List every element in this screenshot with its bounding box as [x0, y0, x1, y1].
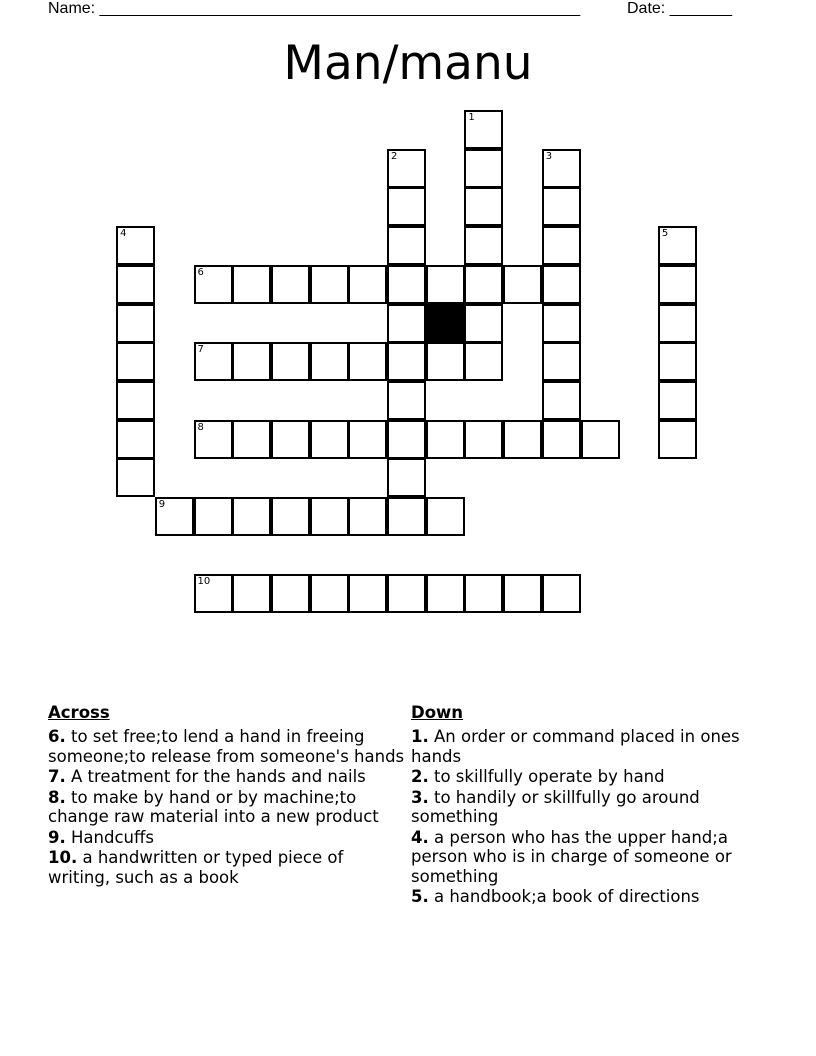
grid-cell[interactable]: [116, 342, 155, 381]
grid-cell[interactable]: [542, 304, 581, 343]
clue-text: a person who has the upper hand;a person who is in charge of someone or something: [411, 827, 732, 886]
clue-number-label: 4: [120, 228, 127, 240]
clue-text: A treatment for the hands and nails: [65, 767, 366, 786]
grid-cell[interactable]: [116, 304, 155, 343]
grid-cell[interactable]: [348, 497, 387, 536]
grid-cell[interactable]: [387, 497, 426, 536]
clue-number-label: 10: [197, 576, 211, 588]
grid-cell[interactable]: [503, 265, 542, 304]
grid-cell[interactable]: [542, 420, 581, 459]
grid-cell[interactable]: [348, 342, 387, 381]
grid-cell[interactable]: [542, 226, 581, 265]
grid-cell[interactable]: [116, 381, 155, 420]
grid-cell[interactable]: [387, 574, 426, 613]
grid-cell[interactable]: [387, 342, 426, 381]
grid-cell[interactable]: [232, 574, 271, 613]
grid-cell[interactable]: [271, 574, 310, 613]
across-clue: [48, 788, 408, 827]
grid-cell[interactable]: [387, 420, 426, 459]
grid-cell[interactable]: [310, 497, 349, 536]
clue-number: 1.: [411, 727, 429, 746]
grid-cell[interactable]: [542, 187, 581, 226]
grid-cell[interactable]: [271, 342, 310, 381]
grid-cell[interactable]: [116, 226, 155, 265]
clue-number: 7.: [48, 767, 66, 786]
grid-cell[interactable]: [116, 265, 155, 304]
down-clue: [411, 887, 751, 907]
clue-number-label: 2: [391, 150, 398, 162]
clue-number-label: 9: [158, 499, 166, 510]
clue-number: 4.: [411, 827, 429, 847]
grid-cell[interactable]: [658, 342, 697, 381]
grid-cell[interactable]: [387, 304, 426, 343]
grid-cell[interactable]: [464, 226, 503, 265]
down-clue: [411, 788, 751, 827]
clue-number: 6.: [48, 727, 66, 746]
grid-cell[interactable]: [426, 420, 465, 459]
grid-cell[interactable]: [542, 149, 581, 188]
clue-number-label: 5: [661, 228, 669, 240]
grid-cell[interactable]: [310, 420, 349, 459]
grid-cell[interactable]: [194, 342, 233, 381]
grid-cell[interactable]: [310, 574, 349, 613]
down-clue: [411, 767, 751, 787]
grid-cell[interactable]: [387, 381, 426, 420]
clue-text: An order or command placed in ones hands: [411, 727, 740, 766]
grid-cell[interactable]: [194, 265, 233, 304]
clue-text: a handbook;a book of directions: [428, 887, 700, 906]
grid-cell[interactable]: [426, 342, 465, 381]
date-field-label: Date: _______: [627, 0, 732, 17]
grid-cell[interactable]: [387, 265, 426, 304]
grid-cell[interactable]: [310, 342, 349, 381]
clue-number-label: 7: [197, 344, 204, 356]
across-heading: Across: [48, 703, 110, 722]
grid-cell[interactable]: [387, 226, 426, 265]
name-field-label: Name: ______________________________________________________: [48, 0, 581, 17]
grid-cell[interactable]: [658, 265, 697, 304]
grid-cell[interactable]: [387, 187, 426, 226]
clue-number-label: 8: [197, 421, 204, 433]
grid-cell[interactable]: [464, 304, 503, 343]
grid-cell[interactable]: [387, 149, 426, 188]
clue-text: to skillfully operate by hand: [428, 767, 665, 786]
grid-cell[interactable]: [426, 497, 465, 536]
grid-cell[interactable]: [348, 420, 387, 459]
clue-number: 10.: [48, 848, 78, 867]
grid-cell[interactable]: [464, 110, 503, 149]
grid-cell[interactable]: [658, 226, 697, 265]
grid-cell[interactable]: [464, 265, 503, 304]
grid-cell[interactable]: [464, 149, 503, 188]
grid-cell[interactable]: [658, 304, 697, 343]
clue-text: to make by hand or by machine;to change raw material into a new product: [48, 787, 379, 826]
down-clue: [411, 727, 751, 766]
clue-number: 5.: [411, 887, 429, 906]
grid-cell[interactable]: [658, 381, 697, 420]
clue-number: 3.: [411, 787, 429, 807]
across-clue: [48, 727, 408, 766]
clue-text: to set free;to lend a hand in freeing someone;to release from someone's hands: [48, 727, 405, 766]
grid-cell[interactable]: [271, 265, 310, 304]
grid-cell[interactable]: [194, 420, 233, 459]
down-clues: [411, 703, 751, 908]
grid-cell[interactable]: [464, 342, 503, 381]
grid-cell[interactable]: [542, 381, 581, 420]
grid-cell[interactable]: [232, 342, 271, 381]
grid-cell[interactable]: [271, 497, 310, 536]
black-square: [426, 304, 465, 343]
grid-cell[interactable]: [464, 574, 503, 613]
grid-cell[interactable]: [348, 265, 387, 304]
grid-cell[interactable]: [348, 574, 387, 613]
grid-cell[interactable]: [194, 574, 233, 613]
grid-cell[interactable]: [155, 497, 194, 536]
clue-text: a handwritten or typed piece of writing, such as a book: [48, 848, 344, 887]
clue-number: 8.: [48, 787, 66, 807]
grid-cell[interactable]: [503, 420, 542, 459]
grid-cell[interactable]: [464, 187, 503, 226]
grid-cell[interactable]: [387, 458, 426, 497]
grid-cell[interactable]: [542, 574, 581, 613]
clue-text: to handily or skillfully go around something: [411, 787, 700, 826]
grid-cell[interactable]: [503, 574, 542, 613]
down-clue: [411, 828, 751, 887]
grid-cell[interactable]: [542, 342, 581, 381]
across-clue: [48, 767, 408, 787]
grid-cell[interactable]: [542, 265, 581, 304]
grid-cell[interactable]: [232, 265, 271, 304]
across-clue: [48, 828, 408, 848]
grid-cell[interactable]: [232, 497, 271, 536]
grid-cell[interactable]: [426, 574, 465, 613]
grid-cell[interactable]: [232, 420, 271, 459]
clue-text: Handcuffs: [65, 827, 154, 847]
across-clue: [48, 848, 408, 887]
grid-cell[interactable]: [658, 420, 697, 459]
grid-cell[interactable]: [116, 420, 155, 459]
grid-cell[interactable]: [464, 420, 503, 459]
grid-cell[interactable]: [426, 265, 465, 304]
puzzle-title: Man/manu: [283, 36, 533, 91]
grid-cell[interactable]: [581, 420, 620, 459]
grid-cell[interactable]: [194, 497, 233, 536]
clue-number-label: 6: [197, 266, 204, 278]
across-clues: [48, 703, 408, 888]
grid-cell[interactable]: [116, 458, 155, 497]
down-heading: Down: [411, 703, 464, 722]
grid-cell[interactable]: [271, 420, 310, 459]
clue-number-label: 1: [468, 112, 475, 123]
clue-number: 2.: [411, 767, 429, 786]
clue-number: 9.: [48, 827, 66, 847]
grid-cell[interactable]: [310, 265, 349, 304]
clue-number-label: 3: [545, 150, 553, 162]
